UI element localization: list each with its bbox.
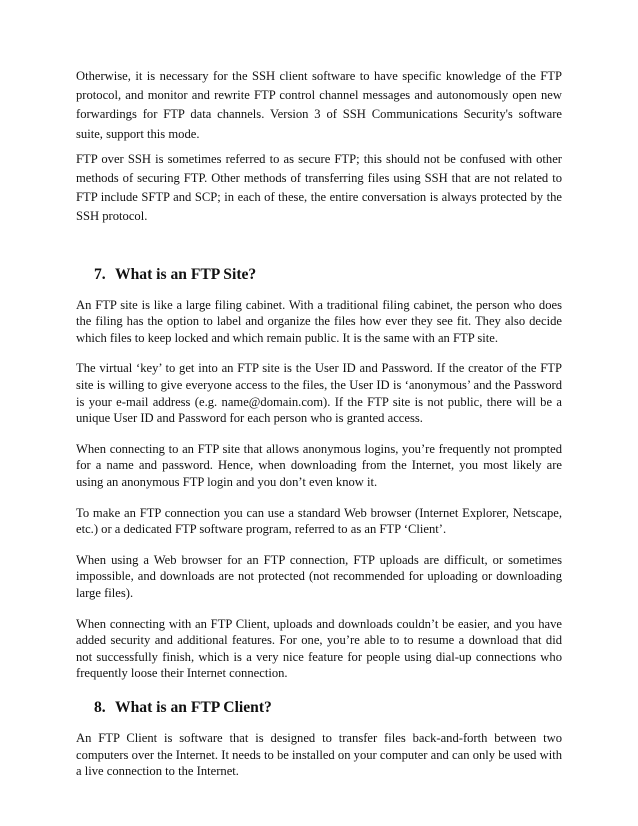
section-title: What is an FTP Site? xyxy=(115,265,257,283)
paragraph-filing-cabinet: An FTP site is like a large filing cabinet. With a traditional filing cabinet, the person who does the filing has the option to label and organize the files how ever they see fit. They also decide which files to keep locked and which remain public. It is the same with an FTP site. xyxy=(76,297,562,345)
section-number: 8. xyxy=(94,698,106,716)
paragraph-ftp-client-definition: An FTP Client is software that is designed to transfer files back-and-forth between two computers over the Internet. It needs to be installed on your computer and can only be used with a live connection to the Internet. xyxy=(76,730,562,779)
paragraph-virtual-key: The virtual ‘key’ to get into an FTP site is the User ID and Password. If the creator of the FTP site is willing to give everyone access to the files, the User ID is ‘anonymous’ and the Password is your e-mail address (e.g. name@domain.com). If the FTP site is not public, there will be a unique User ID and Password for each person who is granted access. xyxy=(76,361,562,426)
paragraph-ssh-client-knowledge: Otherwise, it is necessary for the SSH client software to have specific knowledge of the FTP protocol, and monitor and rewrite FTP control channel messages and autonomously open new forwardings for FTP data channels. Version 3 of SSH Communications Security's software suite, support this mode. xyxy=(76,69,562,141)
paragraph-web-browser: To make an FTP connection you can use a standard Web browser (Internet Explorer, Netscape, etc.) or a dedicated FTP software program, referred to as an FTP ‘Client’. xyxy=(76,505,562,537)
paragraph-browser-uploads: When using a Web browser for an FTP connection, FTP uploads are difficult, or sometimes impossible, and downloads are not protected (not recommended for uploading or downloading large files). xyxy=(76,552,562,600)
paragraph-ftp-over-ssh: FTP over SSH is sometimes referred to as secure FTP; this should not be confused with other methods of securing FTP. Other methods of transferring files using SSH that are not related to FTP include SFTP and SCP; in each of these, the entire conversation is always protected by the SSH protocol. xyxy=(76,151,562,224)
document-page xyxy=(76,67,562,780)
paragraph-ftp-client-features: When connecting with an FTP Client, uploads and downloads couldn’t be easier, and you have added security and additional features. For one, you’re able to to resume a download that did not successfully finish, which is a very nice feature for people using dial-up connections who frequently loose their Internet connection. xyxy=(76,616,562,681)
section-heading-ftp-site xyxy=(76,265,562,285)
section-number: 7. xyxy=(94,265,106,283)
section-title: What is an FTP Client? xyxy=(115,698,272,716)
section-heading-ftp-client xyxy=(76,698,562,718)
paragraph-anonymous-logins: When connecting to an FTP site that allows anonymous logins, you’re frequently not prompted for a name and password. Hence, when downloading from the Internet, you most likely are using an anonymous FTP login and you don’t even know it. xyxy=(76,441,562,489)
